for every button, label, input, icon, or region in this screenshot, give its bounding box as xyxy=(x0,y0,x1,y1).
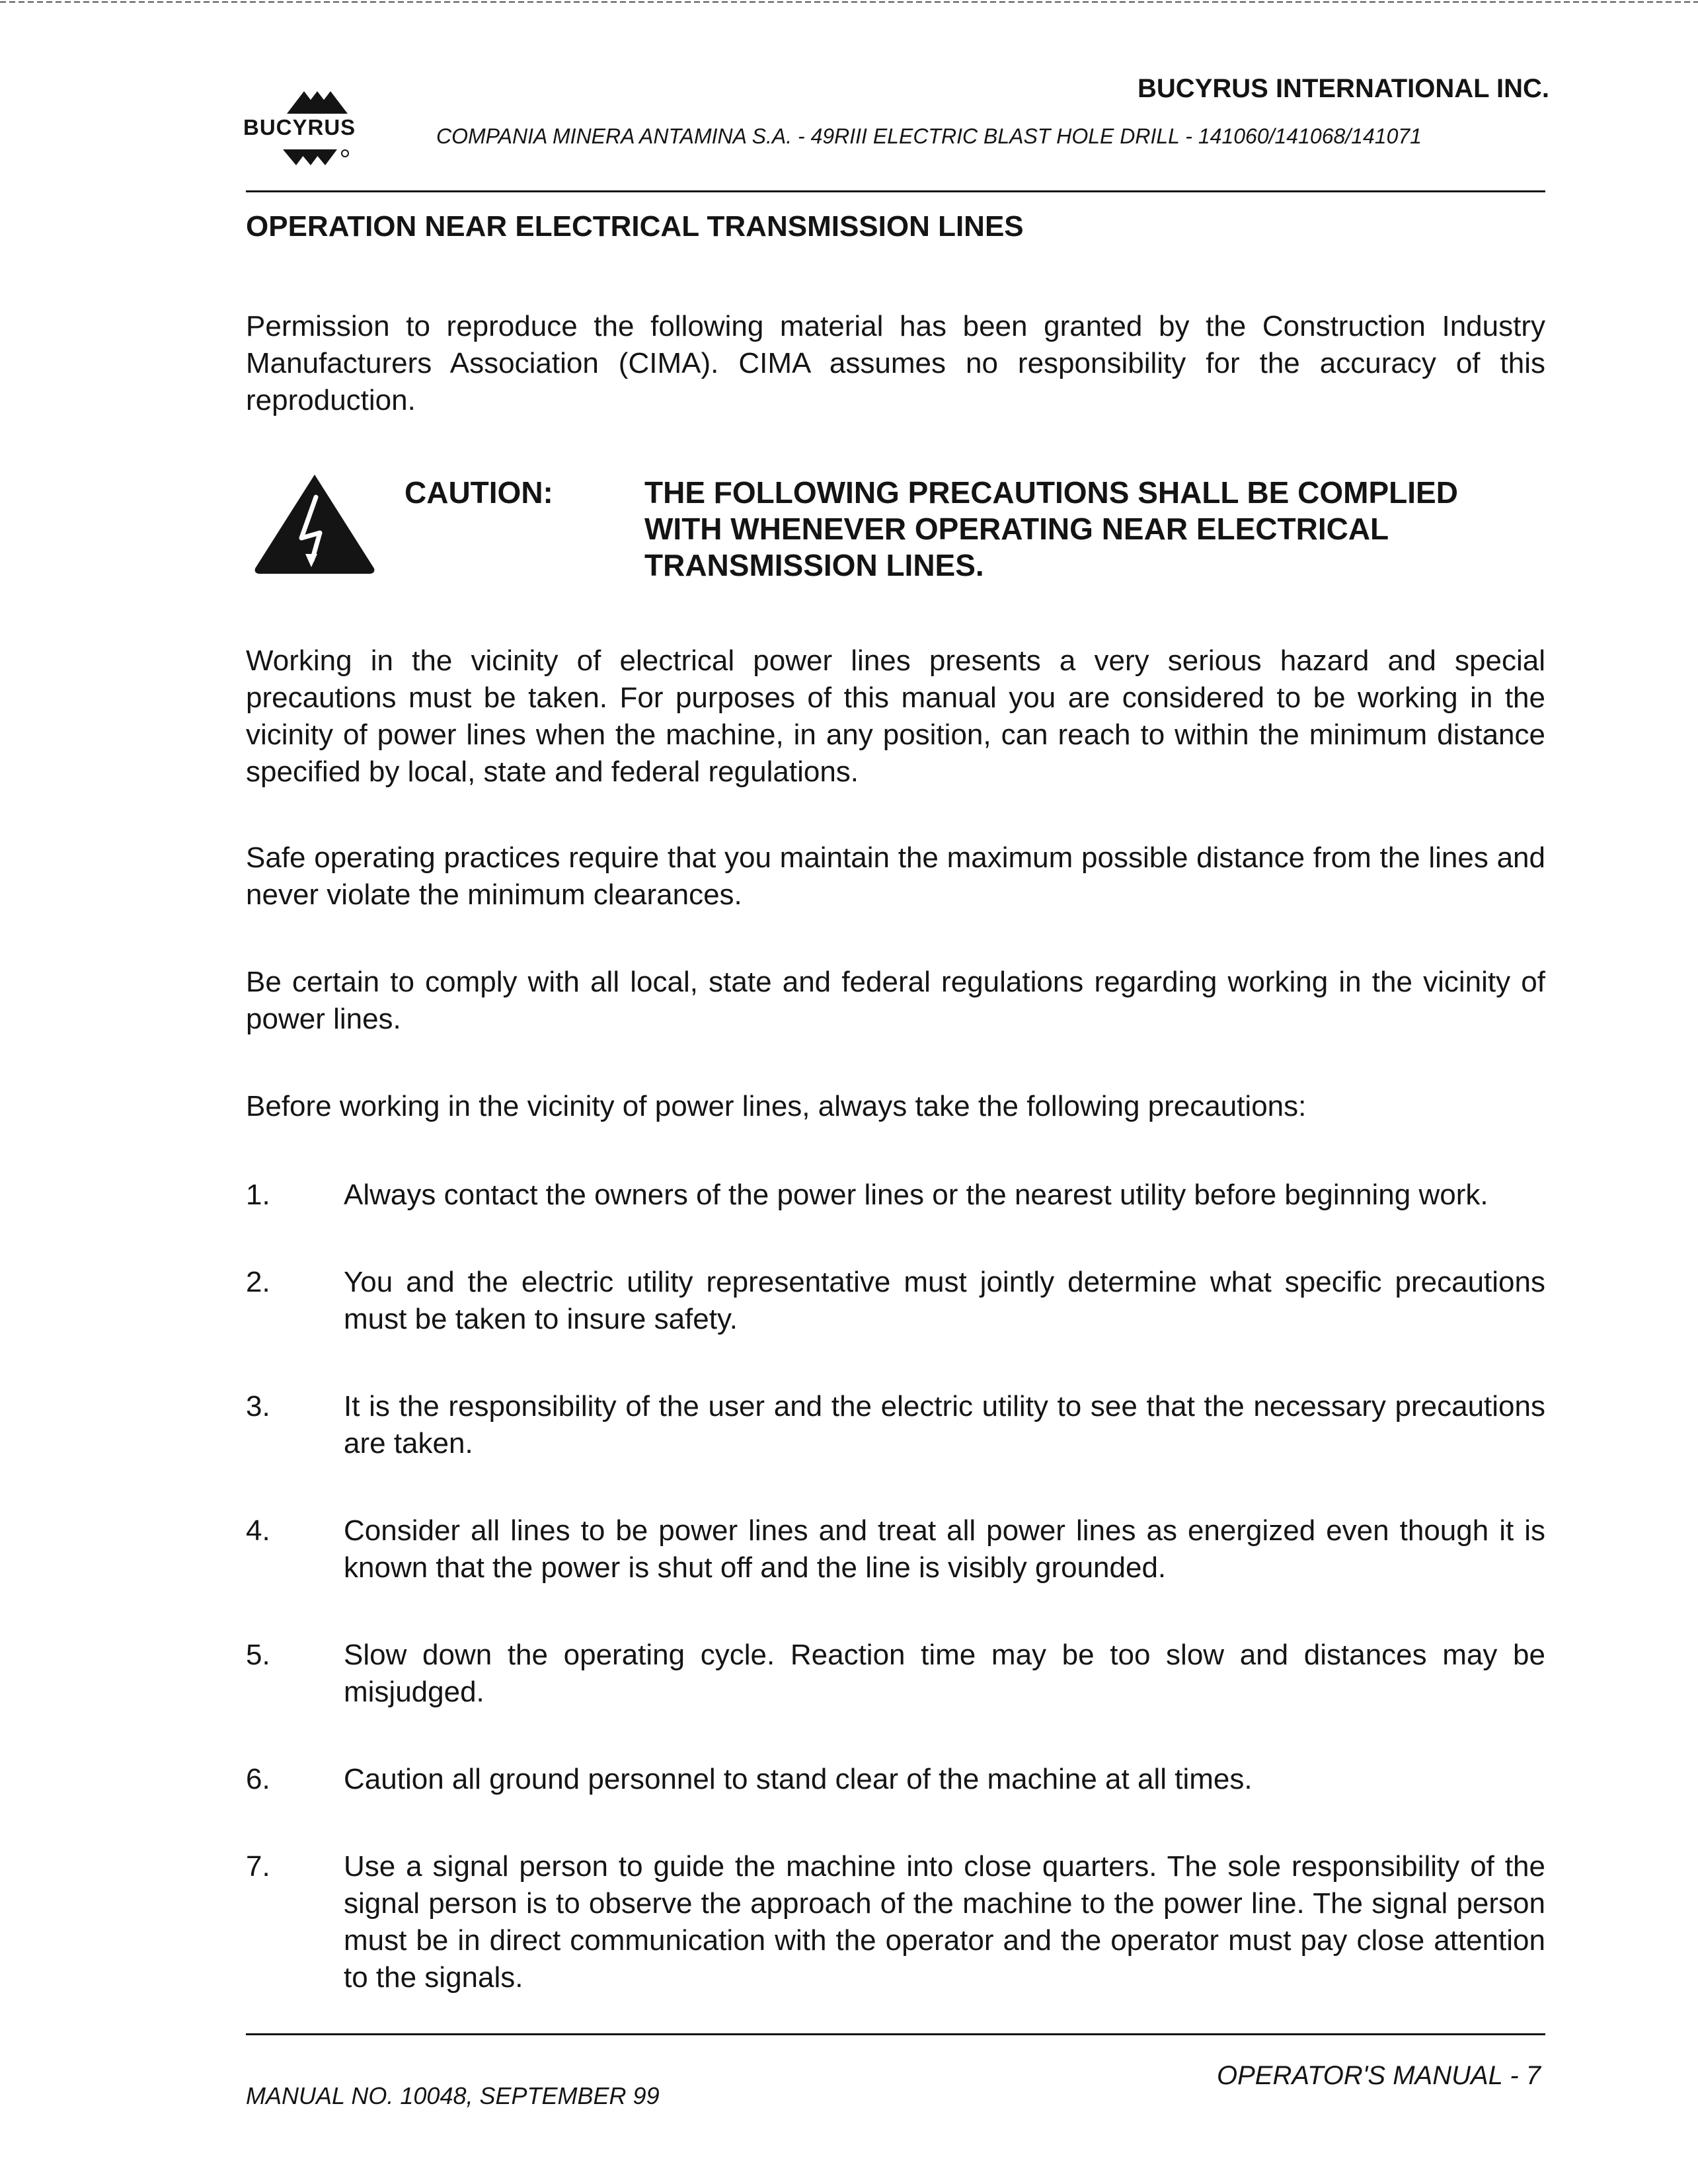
item-number: 3. xyxy=(246,1390,270,1423)
list-item xyxy=(246,1512,1545,1586)
bucyrus-logo xyxy=(243,85,395,171)
item-text: It is the responsibility of the user and the electric utility to see that the necessary precautions are taken. xyxy=(344,1390,1545,1460)
precautions-list xyxy=(246,1177,1545,1996)
regulations-paragraph: Be certain to comply with all local, state and federal regulations regarding working in the vicinity of power lines. xyxy=(246,966,1545,1035)
manual-number: MANUAL NO. 10048, SEPTEMBER 99 xyxy=(246,2082,660,2109)
caution-statement: THE FOLLOWING PRECAUTIONS SHALL BE COMPLIED WITH WHENEVER OPERATING NEAR ELECTRICAL TRANSMISSION LINES. xyxy=(644,475,1458,582)
item-number: 1. xyxy=(246,1179,270,1211)
list-item xyxy=(246,1388,1545,1462)
company-name: BUCYRUS INTERNATIONAL INC. xyxy=(1138,74,1549,103)
scan-edge-line xyxy=(0,0,1698,7)
footer-rule xyxy=(246,2033,1545,2035)
page-label: OPERATOR'S MANUAL - 7 xyxy=(1217,2061,1541,2090)
list-item xyxy=(246,1761,1545,1798)
permission-paragraph: Permission to reproduce the following material has been granted by the Construction Industry Manufacturers Association (CIMA). CIMA assumes no responsibility for the accuracy of this reproduction. xyxy=(246,310,1545,416)
list-item xyxy=(246,1177,1545,1214)
header-rule xyxy=(246,190,1545,192)
caution-label: CAUTION: xyxy=(405,475,553,510)
precautions-intro: Before working in the vicinity of power lines, always take the following precautions: xyxy=(246,1090,1307,1122)
item-text: Use a signal person to guide the machine into close quarters. The sole responsibility of the signal person is to observe the approach of the machine to the power line. The signal person must be in direct communication with the operator and the operator must pay close attention to the signals. xyxy=(344,1850,1545,1994)
item-text: Always contact the owners of the power lines or the nearest utility before beginning work. xyxy=(344,1179,1488,1211)
document-subtitle: COMPANIA MINERA ANTAMINA S.A. - 49RIII ELECTRIC BLAST HOLE DRILL - 141060/141068/141071 xyxy=(436,124,1422,148)
item-number: 5. xyxy=(246,1639,270,1671)
safe-practice-paragraph: Safe operating practices require that you maintain the maximum possible distance from the lines and never violate the minimum clearances. xyxy=(246,841,1545,911)
hazard-paragraph: Working in the vicinity of electrical power lines presents a very serious hazard and special precautions must be taken. For purposes of this manual you are considered to be working in the vicinity of power lines when the machine, in any position, can reach to within the minimum distance specified by local, state and federal regulations. xyxy=(246,644,1545,788)
logo-wordmark: BUCYRUS xyxy=(243,115,356,139)
item-number: 4. xyxy=(246,1514,270,1547)
item-text: Caution all ground personnel to stand clear of the machine at all times. xyxy=(344,1763,1253,1795)
list-item xyxy=(246,1264,1545,1338)
item-text: You and the electric utility representative must jointly determine what specific precautions must be taken to insure safety. xyxy=(344,1266,1545,1335)
list-item xyxy=(246,1637,1545,1711)
section-title: OPERATION NEAR ELECTRICAL TRANSMISSION LINES xyxy=(246,210,1024,243)
item-number: 2. xyxy=(246,1266,270,1298)
list-item xyxy=(246,1848,1545,1996)
item-number: 7. xyxy=(246,1850,270,1883)
item-text: Slow down the operating cycle. Reaction time may be too slow and distances may be misjudged. xyxy=(344,1639,1545,1708)
item-number: 6. xyxy=(246,1763,270,1795)
electrical-hazard-warning-icon xyxy=(249,469,381,582)
item-text: Consider all lines to be power lines and treat all power lines as energized even though it is known that the power is shut off and the line is visibly grounded. xyxy=(344,1514,1545,1584)
